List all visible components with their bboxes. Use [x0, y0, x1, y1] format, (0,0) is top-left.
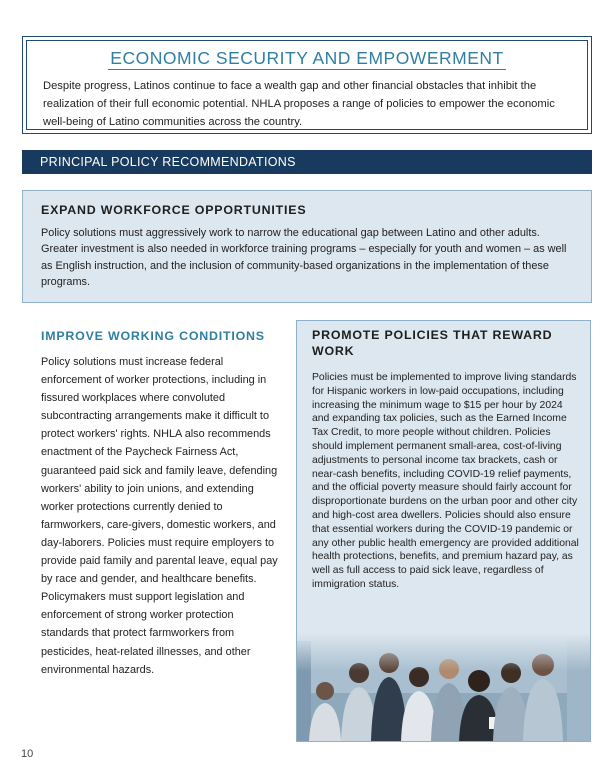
- reward-work-panel: [296, 320, 591, 742]
- page-number: 10: [21, 748, 34, 760]
- intro-paragraph: Despite progress, Latinos continue to face a wealth gap and other financial obstacles that inhibit the realization of their full economic potential. NHLA proposes a range of policies to empower the economic well-being of Latino communities across the country.: [43, 80, 555, 128]
- section-title: [43, 47, 571, 69]
- intro-frame: [22, 36, 592, 134]
- expand-workforce-heading: EXPAND WORKFORCE OPPORTUNITIES: [41, 203, 307, 217]
- workers-group-photo: [297, 633, 590, 741]
- working-conditions-heading: IMPROVE WORKING CONDITIONS: [41, 329, 265, 343]
- reward-work-text: Policies must be implemented to improve living standards for Hispanic workers in low-paid occupations, including increasing the minimum wage to $15 per hour by 2024 and expanding tax policies, such as the Earned Income Tax Credit, to more people without children. Policies should implement permanent small-area, cost-of-living adjustments to personal income tax brackets, cash or near-cash benefits, including COVID-19 relief payments, and the official poverty measure should fairly account for disproportionate burdens on the urban poor and other city and high-cost area dwellers. Policies should also ensure that essential workers during the COVID-19 pandemic or any other public health emergency are provided additional health protections, benefits, and premium hazard pay, as well as full access to paid sick leave, regardless of immigration status.: [312, 372, 579, 590]
- policy-recommendations-banner: PRINCIPAL POLICY RECOMMENDATIONS: [22, 150, 592, 174]
- expand-workforce-text: Policy solutions must aggressively work to narrow the educational gap between Latino and other adults. Greater investment is also needed in workforce training programs – especially for youth and women – as well as English instruction, and the inclusion of community-based organizations in the implementation of these programs.: [41, 227, 567, 288]
- working-conditions-section: [41, 328, 281, 679]
- working-conditions-text: Policy solutions must increase federal enforcement of worker protections, including in fissured workplaces where convoluted subcontracting arrangements make it difficult to protect workers' rights. NHLA also recommends enactment of the Paycheck Fairness Act, guaranteed paid sick and family leave, defending workers' ability to join unions, and extending worker protections currently denied to farmworkers, care-givers, domestic workers, and day-laborers. Policies must require employers to provide paid family and parental leave, equal pay by race and gender, and healthcare benefits. Policymakers must support legislation and enforcement of strong worker protection standards that protect farmworkers from pesticides, heat-related illnesses, and other environmental hazards.: [41, 356, 278, 676]
- section-title-text: ECONOMIC SECURITY AND EMPOWERMENT: [110, 48, 504, 68]
- reward-work-heading: PROMOTE POLICIES THAT REWARD WORK: [312, 328, 553, 358]
- expand-workforce-panel: [22, 190, 592, 303]
- intro-frame-inner: [26, 40, 588, 130]
